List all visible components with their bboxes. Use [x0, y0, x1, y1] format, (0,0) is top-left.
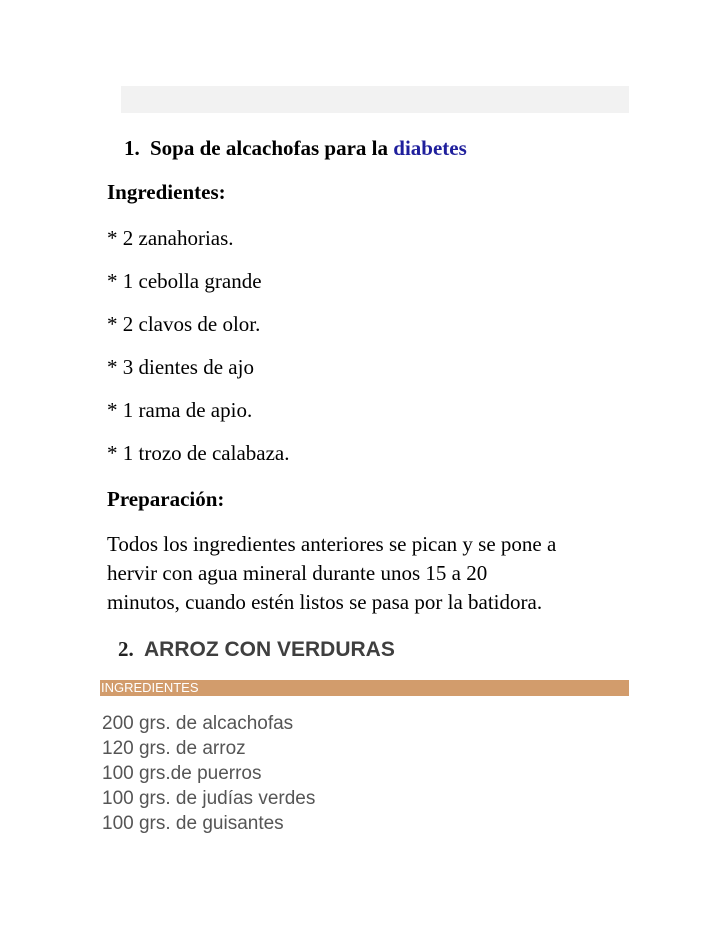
recipe2-number: 2.: [118, 637, 134, 661]
recipe1-ingredient-item: * 1 rama de apio.: [107, 398, 253, 422]
recipe1-preparation-text: [107, 530, 556, 617]
recipe1-title-text: Sopa de alcachofas para la: [150, 136, 394, 160]
recipe2-ingredient-item: 200 grs. de alcachofas: [102, 713, 294, 734]
preparation-line: Todos los ingredientes anteriores se pican y se pone a: [107, 532, 557, 556]
recipe2-ingredient-item: 100 grs. de guisantes: [102, 813, 284, 834]
recipe2-title: [118, 637, 395, 662]
recipe1-ingredients-label: Ingredientes:: [107, 180, 226, 204]
diabetes-link[interactable]: diabetes: [393, 136, 467, 160]
recipe1-ingredient-item: * 3 dientes de ajo: [107, 355, 254, 379]
recipe2-ingredients-list: [102, 711, 315, 836]
recipe2-ingredients-band: [100, 680, 629, 696]
recipe1-number: 1.: [124, 136, 140, 160]
recipe1-ingredient-item: * 2 zanahorias.: [107, 226, 234, 250]
recipe1-preparation-label: Preparación:: [107, 487, 225, 511]
recipe2-ingredient-item: 100 grs. de judías verdes: [102, 788, 316, 809]
preparation-line: hervir con agua mineral durante unos 15 a 20: [107, 561, 488, 585]
recipe1-ingredient-item: * 1 cebolla grande: [107, 269, 262, 293]
recipe1-title: [124, 136, 467, 161]
recipe2-ingredient-item: 120 grs. de arroz: [102, 738, 246, 759]
recipe1-ingredient-item: * 1 trozo de calabaza.: [107, 441, 290, 465]
recipe1-ingredient-item: * 2 clavos de olor.: [107, 312, 261, 336]
top-shaded-bar: [121, 86, 629, 113]
recipe2-ingredients-label: INGREDIENTES: [101, 680, 199, 695]
preparation-line: minutos, cuando estén listos se pasa por la batidora.: [107, 590, 543, 614]
recipe2-ingredient-item: 100 grs.de puerros: [102, 763, 262, 784]
recipe2-title-text: ARROZ CON VERDURAS: [144, 638, 395, 661]
